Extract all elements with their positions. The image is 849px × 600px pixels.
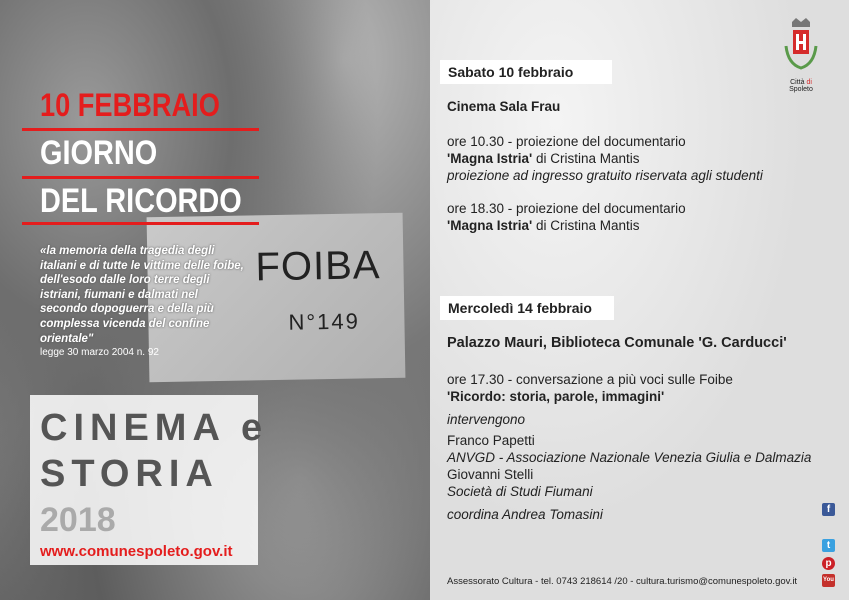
speaker-org: Società di Studi Fiumani bbox=[447, 484, 593, 499]
session-title: 'Ricordo: storia, parole, immagini' bbox=[447, 389, 665, 404]
logo-text: Città bbox=[790, 79, 805, 86]
box-year: 2018 bbox=[40, 501, 116, 539]
event2-session bbox=[447, 371, 811, 523]
event1-session2 bbox=[447, 200, 686, 234]
law-reference: legge 30 marzo 2004 n. 92 bbox=[40, 347, 159, 359]
speaker-org: ANVGD - Associazione Nazionale Venezia Giulia e Dalmazia bbox=[447, 450, 812, 465]
film-author: di Cristina Mantis bbox=[532, 218, 640, 233]
event1-date: Sabato 10 febbraio bbox=[440, 60, 612, 84]
session-time: ore 18.30 - proiezione del documentario bbox=[447, 201, 686, 216]
law-quote: «la memoria della tragedia degli italiani e di tutte le vittime delle foibe, dell'esodo dalle loro terre degli istriani, fiumani e dalmati nel secondo dopoguerra e della più complessa vicenda del confine orientale" bbox=[40, 245, 244, 345]
moderator: coordina Andrea Tomasini bbox=[447, 507, 603, 522]
event1-session1 bbox=[447, 133, 763, 184]
event1-venue: Cinema Sala Frau bbox=[447, 99, 561, 114]
cinema-storia-box bbox=[30, 395, 269, 565]
event2-venue: Palazzo Mauri, Biblioteca Comunale 'G. Carducci' bbox=[447, 335, 787, 351]
speaker-name: Franco Papetti bbox=[447, 433, 535, 448]
facebook-icon[interactable]: f bbox=[822, 503, 835, 516]
pinterest-icon[interactable]: p bbox=[822, 557, 835, 570]
divider bbox=[22, 222, 259, 225]
footer-contact: Assessorato Cultura - tel. 0743 218614 /20 - cultura.turismo@comunespoleto.gov.it bbox=[447, 576, 798, 587]
title-date: 10 FEBBRAIO bbox=[40, 87, 220, 123]
divider bbox=[22, 128, 259, 131]
film-title: 'Magna Istria' bbox=[447, 151, 533, 166]
title-ricordo: DEL RICORDO bbox=[40, 182, 242, 220]
speaker-name: Giovanni Stelli bbox=[447, 467, 534, 482]
box-line2: STORIA bbox=[40, 453, 219, 495]
film-title: 'Magna Istria' bbox=[447, 218, 533, 233]
event2-date: Mercoledì 14 febbraio bbox=[440, 296, 614, 320]
film-author: di Cristina Mantis bbox=[532, 151, 640, 166]
speakers-intro: intervengono bbox=[447, 412, 526, 427]
logo-text-di: di bbox=[806, 79, 812, 86]
divider bbox=[22, 176, 259, 179]
session-time: ore 10.30 - proiezione del documentario bbox=[447, 134, 686, 149]
session-time: ore 17.30 - conversazione a più voci sulle Foibe bbox=[447, 372, 733, 387]
youtube-icon[interactable]: You bbox=[822, 574, 835, 587]
session-note: proiezione ad ingresso gratuito riservata agli studenti bbox=[447, 168, 763, 183]
plaque-text: FOIBA bbox=[255, 243, 381, 290]
website-link[interactable]: www.comunespoleto.gov.it bbox=[40, 543, 233, 560]
plaque-number: N°149 bbox=[288, 308, 361, 335]
title-giorno: GIORNO bbox=[40, 134, 158, 172]
logo-text-city: Spoleto bbox=[789, 86, 813, 93]
twitter-icon[interactable]: t bbox=[822, 539, 835, 552]
city-logo bbox=[778, 16, 824, 93]
quote-block bbox=[40, 244, 245, 358]
box-line1: CINEMA e bbox=[40, 407, 269, 449]
coat-of-arms-icon bbox=[778, 16, 824, 74]
